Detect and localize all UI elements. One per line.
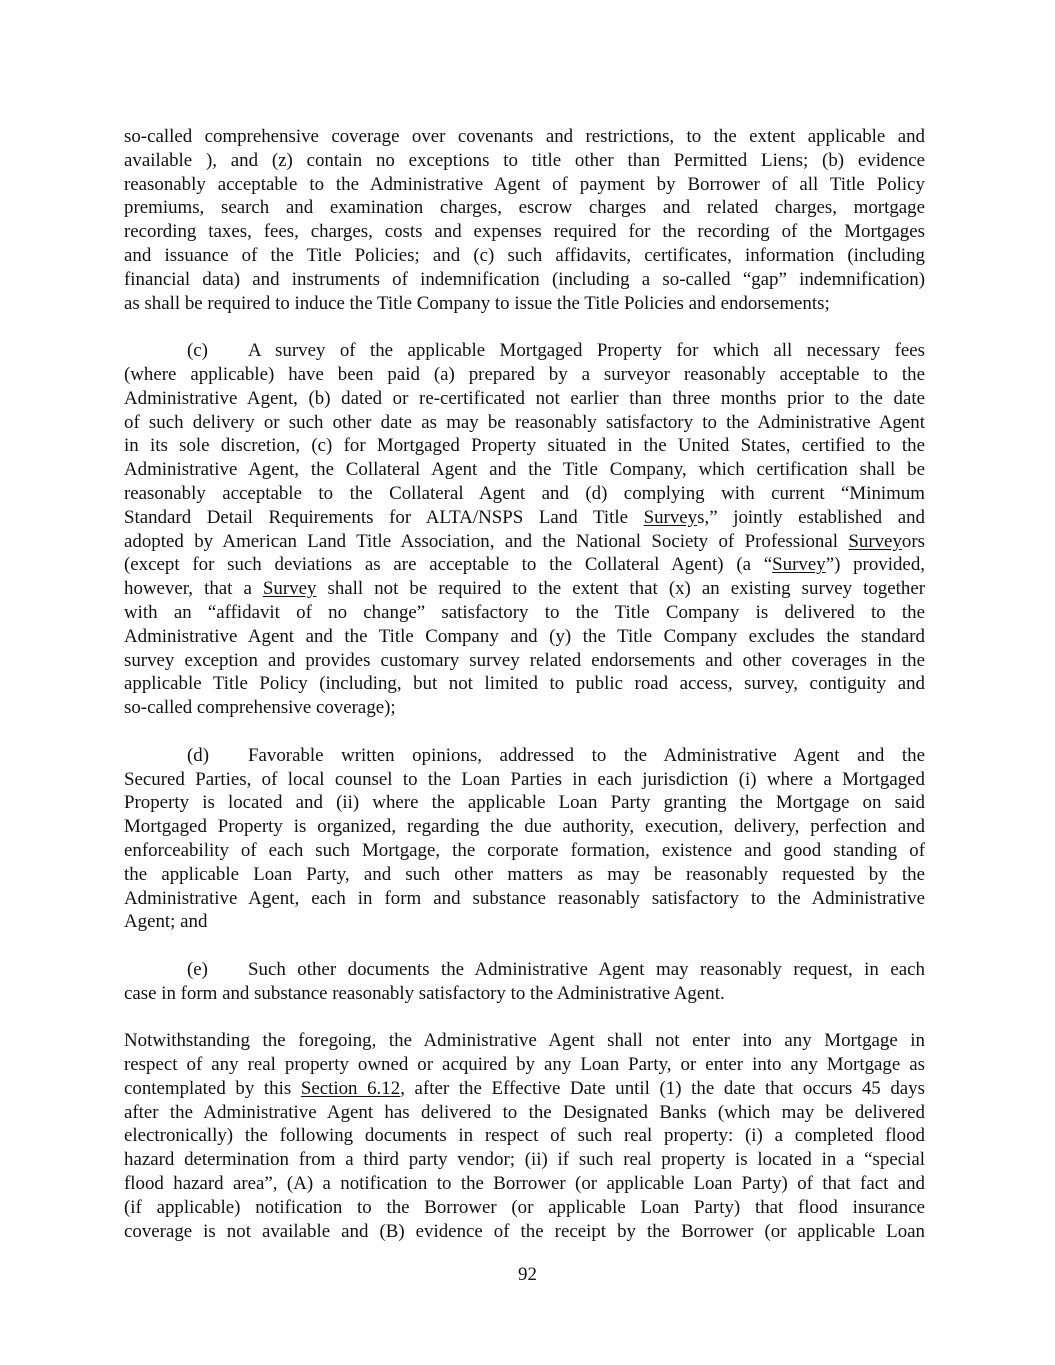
- defined-term: Survey: [262, 578, 317, 600]
- text-line: premiums, search and examination charges, escrow charges and related charges, mortgage: [124, 197, 925, 219]
- text-line: Administrative Agent, (b) dated or re-certificated not earlier than three months prior to the date: [124, 387, 925, 409]
- text-line: (except for such deviations as are acceptable to the Collateral Agent) (a “Survey”) provided,: [124, 554, 925, 576]
- text-line: hazard determination from a third party vendor; (ii) if such real property is located in a “special: [124, 1149, 925, 1171]
- clause-d: [124, 744, 925, 934]
- defined-term: Survey: [772, 554, 826, 576]
- text-line: Administrative Agent, the Collateral Agent and the Title Company, which certification shall be: [124, 459, 925, 481]
- text-line: and issuance of the Title Policies; and (c) such affidavits, certificates, information (including: [124, 244, 925, 266]
- text-line: however, that a Survey shall not be required to the extent that (x) an existing survey together: [124, 578, 925, 600]
- text-line: adopted by American Land Title Association, and the National Society of Professional Surveyors: [124, 530, 925, 552]
- text-line: so-called comprehensive coverage over covenants and restrictions, to the extent applicable and: [124, 126, 925, 147]
- text-line: Notwithstanding the foregoing, the Administrative Agent shall not enter into any Mortgage in: [124, 1030, 925, 1052]
- text-line: Mortgaged Property is organized, regarding the due authority, execution, delivery, perfection and: [124, 816, 925, 838]
- clause-c: [124, 339, 925, 720]
- text-line: electronically) the following documents in respect of such real property: (i) a completed flood: [124, 1125, 925, 1147]
- text-line: after the Administrative Agent has delivered to the Designated Banks (which may be delivered: [124, 1101, 925, 1123]
- text-line: (c) A survey of the applicable Mortgaged Property for which all necessary fees: [187, 340, 925, 362]
- text-line: flood hazard area”, (A) a notification to the Borrower (or applicable Loan Party) of that fact and: [124, 1173, 925, 1195]
- text-line: survey exception and provides customary survey related endorsements and other coverages in the: [124, 649, 925, 671]
- paragraph: [124, 1029, 925, 1243]
- text-line: Administrative Agent, each in form and substance reasonably satisfactory to the Administrative: [124, 887, 925, 909]
- clause-label: (c): [187, 340, 208, 362]
- text-line: Standard Detail Requirements for ALTA/NSPS Land Title Surveys,” jointly established and: [124, 506, 925, 528]
- text-line: as shall be required to induce the Title Company to issue the Title Policies and endorsements;: [124, 292, 830, 314]
- text-line: of such delivery or such other date as may be reasonably satisfactory to the Administrative Agent: [124, 411, 925, 433]
- text-line: Property is located and (ii) where the applicable Loan Party granting the Mortgage on said: [124, 792, 925, 814]
- clause-e: [124, 958, 925, 1006]
- text-line: Agent; and: [124, 911, 208, 933]
- text-line: so-called comprehensive coverage);: [124, 697, 396, 719]
- text-line: (e) Such other documents the Administrative Agent may reasonably request, in each: [187, 958, 925, 980]
- text-line: contemplated by this Section 6.12, after the Effective Date until (1) the date that occurs 45 days: [124, 1077, 925, 1099]
- text-line: respect of any real property owned or acquired by any Loan Party, or enter into any Mortgage as: [124, 1054, 925, 1076]
- paragraph: [124, 125, 925, 315]
- text-line: (if applicable) notification to the Borrower (or applicable Loan Party) that flood insurance: [124, 1196, 925, 1218]
- text-line: in its sole discretion, (c) for Mortgaged Property situated in the United States, certified to the: [124, 435, 925, 457]
- text-line: (d) Favorable written opinions, addressed to the Administrative Agent and the: [187, 744, 925, 766]
- text-line: with an “affidavit of no change” satisfactory to the Title Company is delivered to the: [124, 601, 925, 623]
- defined-term: Survey: [848, 530, 902, 552]
- text-line: the applicable Loan Party, and such other matters as may be reasonably requested by the: [124, 863, 925, 885]
- text-line: enforceability of each such Mortgage, the corporate formation, existence and good standing of: [124, 839, 925, 861]
- text-line: applicable Title Policy (including, but not limited to public road access, survey, contiguity and: [124, 673, 925, 695]
- text-line: reasonably acceptable to the Administrative Agent of payment by Borrower of all Title Policy: [124, 173, 925, 195]
- text-line: (where applicable) have been paid (a) prepared by a surveyor reasonably acceptable to the: [124, 363, 925, 385]
- defined-term: Section 6.12: [300, 1077, 401, 1099]
- page-number: 92: [518, 1264, 537, 1285]
- text-line: coverage is not available and (B) evidence of the receipt by the Borrower (or applicable Loan: [124, 1220, 925, 1242]
- text-line: Administrative Agent and the Title Company and (y) the Title Company excludes the standard: [124, 625, 925, 647]
- text-line: Secured Parties, of local counsel to the Loan Parties in each jurisdiction (i) where a Mortgaged: [124, 768, 925, 790]
- defined-term: Survey: [643, 506, 698, 528]
- text-line: case in form and substance reasonably satisfactory to the Administrative Agent.: [124, 982, 725, 1004]
- document-body: [124, 125, 925, 1267]
- clause-label: (d): [187, 744, 210, 766]
- text-line: available ), and (z) contain no exceptions to title other than Permitted Liens; (b) evidence: [124, 149, 925, 171]
- text-line: recording taxes, fees, charges, costs and expenses required for the recording of the Mortgages: [124, 221, 925, 243]
- text-line: financial data) and instruments of indemnification (including a so-called “gap” indemnification): [124, 268, 925, 290]
- text-line: reasonably acceptable to the Collateral Agent and (d) complying with current “Minimum: [124, 482, 925, 504]
- clause-label: (e): [187, 958, 208, 980]
